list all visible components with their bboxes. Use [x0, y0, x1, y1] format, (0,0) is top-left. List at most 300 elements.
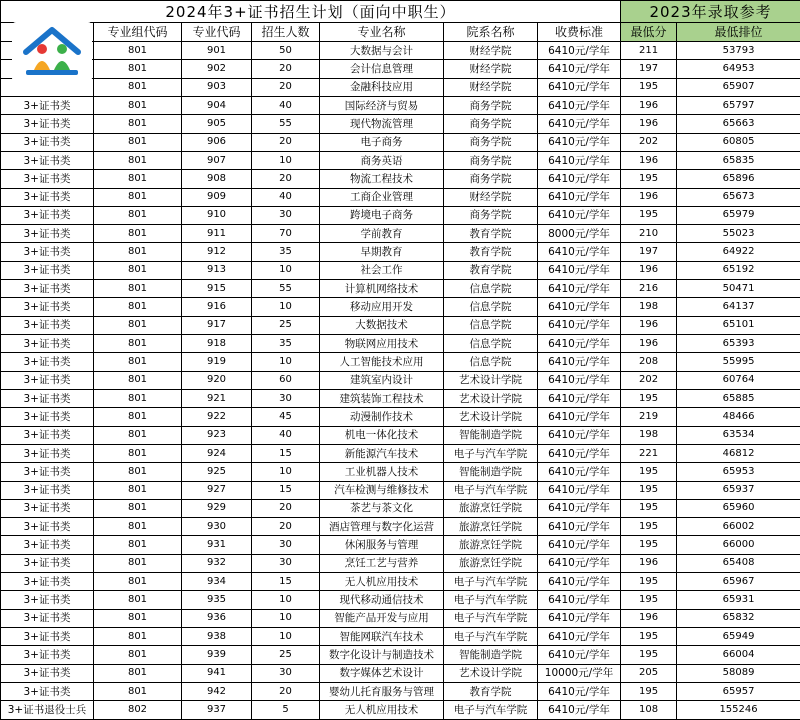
table-cell: 休闲服务与管理: [320, 536, 444, 554]
table-cell: 942: [182, 682, 252, 700]
table-row: [1, 609, 800, 627]
table-cell: 30: [252, 206, 320, 224]
table-cell: 65101: [677, 316, 800, 334]
table-cell: 10: [252, 353, 320, 371]
table-cell: 电子与汽车学院: [444, 591, 538, 609]
table-cell: 3+证书类: [1, 316, 94, 334]
table-cell: 801: [94, 170, 182, 188]
table-cell: 商务学院: [444, 206, 538, 224]
table-row: [1, 206, 800, 224]
table-cell: 927: [182, 481, 252, 499]
table-row: [1, 499, 800, 517]
table-cell: 6410元/学年: [538, 335, 621, 353]
table-cell: 6410元/学年: [538, 701, 621, 720]
table-cell: 动漫制作技术: [320, 408, 444, 426]
table-cell: 801: [94, 499, 182, 517]
column-header: 专业组代码: [94, 23, 182, 42]
table-cell: 50471: [677, 280, 800, 298]
table-cell: 电子商务: [320, 133, 444, 151]
table-cell: 66000: [677, 536, 800, 554]
table-cell: 6410元/学年: [538, 646, 621, 664]
table-cell: 6410元/学年: [538, 316, 621, 334]
table-cell: 913: [182, 261, 252, 279]
reference-title: 2023年录取参考: [621, 1, 800, 23]
table-cell: 6410元/学年: [538, 206, 621, 224]
table-cell: 茶艺与茶文化: [320, 499, 444, 517]
table-cell: 无人机应用技术: [320, 573, 444, 591]
table-cell: 195: [621, 170, 677, 188]
table-cell: 915: [182, 280, 252, 298]
table-cell: 66004: [677, 646, 800, 664]
table-cell: 30: [252, 664, 320, 682]
table-cell: 3+证书类: [1, 188, 94, 206]
table-cell: 801: [94, 609, 182, 627]
table-cell: 65835: [677, 151, 800, 169]
table-cell: 801: [94, 481, 182, 499]
table-cell: 63534: [677, 426, 800, 444]
table-cell: 935: [182, 591, 252, 609]
table-row: [1, 42, 800, 60]
table-cell: 58089: [677, 664, 800, 682]
table-row: [1, 463, 800, 481]
table-cell: 196: [621, 316, 677, 334]
column-header: 专业代码: [182, 23, 252, 42]
table-cell: 数字化设计与制造技术: [320, 646, 444, 664]
table-cell: 25: [252, 316, 320, 334]
table-cell: 55995: [677, 353, 800, 371]
table-cell: 65832: [677, 609, 800, 627]
table-cell: 3+证书类: [1, 170, 94, 188]
table-cell: 3+证书类: [1, 408, 94, 426]
table-cell: 40: [252, 96, 320, 114]
table-row: [1, 60, 800, 78]
table-cell: 219: [621, 408, 677, 426]
table-cell: 3+证书类: [1, 225, 94, 243]
table-cell: 信息学院: [444, 316, 538, 334]
table-cell: 801: [94, 463, 182, 481]
table-cell: 196: [621, 554, 677, 572]
table-cell: 教育学院: [444, 225, 538, 243]
table-cell: 3+证书类: [1, 206, 94, 224]
table-cell: 财经学院: [444, 60, 538, 78]
table-cell: 196: [621, 188, 677, 206]
table-cell: 198: [621, 298, 677, 316]
table-cell: 汽车检测与维修技术: [320, 481, 444, 499]
table-cell: 911: [182, 225, 252, 243]
table-cell: 3+证书类: [1, 554, 94, 572]
table-cell: 3+证书类: [1, 591, 94, 609]
table-cell: 801: [94, 573, 182, 591]
table-cell: 208: [621, 353, 677, 371]
table-cell: 6410元/学年: [538, 408, 621, 426]
table-cell: 6410元/学年: [538, 371, 621, 389]
table-cell: 801: [94, 316, 182, 334]
table-cell: 195: [621, 628, 677, 646]
table-cell: 60: [252, 371, 320, 389]
table-cell: 912: [182, 243, 252, 261]
table-cell: 801: [94, 353, 182, 371]
table-cell: 30: [252, 554, 320, 572]
table-cell: 6410元/学年: [538, 554, 621, 572]
table-cell: 艺术设计学院: [444, 408, 538, 426]
table-cell: 801: [94, 536, 182, 554]
table-cell: 3+证书退役士兵: [1, 701, 94, 720]
table-cell: 6410元/学年: [538, 591, 621, 609]
table-cell: 801: [94, 151, 182, 169]
table-cell: 商务学院: [444, 115, 538, 133]
table-cell: 商务学院: [444, 170, 538, 188]
table-cell: 信息学院: [444, 298, 538, 316]
table-cell: 财经学院: [444, 42, 538, 60]
table-cell: 建筑装饰工程技术: [320, 389, 444, 407]
table-cell: 801: [94, 646, 182, 664]
table-cell: 66002: [677, 518, 800, 536]
table-cell: 10: [252, 261, 320, 279]
table-cell: 65960: [677, 499, 800, 517]
table-cell: 6410元/学年: [538, 573, 621, 591]
table-cell: 905: [182, 115, 252, 133]
table-cell: 35: [252, 335, 320, 353]
table-cell: 社会工作: [320, 261, 444, 279]
table-cell: 机电一体化技术: [320, 426, 444, 444]
table-cell: 3+证书类: [1, 115, 94, 133]
table-cell: 新能源汽车技术: [320, 444, 444, 462]
table-cell: 6410元/学年: [538, 536, 621, 554]
table-cell: 25: [252, 646, 320, 664]
table-cell: 801: [94, 60, 182, 78]
table-row: [1, 335, 800, 353]
table-cell: 919: [182, 353, 252, 371]
table-cell: 教育学院: [444, 261, 538, 279]
table-cell: 3+证书类: [1, 499, 94, 517]
table-cell: 商务学院: [444, 133, 538, 151]
table-cell: 65673: [677, 188, 800, 206]
table-cell: 65979: [677, 206, 800, 224]
table-cell: 45: [252, 408, 320, 426]
table-cell: 20: [252, 133, 320, 151]
table-cell: 旅游烹饪学院: [444, 554, 538, 572]
table-cell: 65937: [677, 481, 800, 499]
table-cell: 195: [621, 646, 677, 664]
table-row: [1, 573, 800, 591]
table-cell: 财经学院: [444, 188, 538, 206]
school-house-people-logo: [12, 22, 92, 82]
table-cell: 221: [621, 444, 677, 462]
table-cell: 3+证书类: [1, 243, 94, 261]
table-cell: 6410元/学年: [538, 188, 621, 206]
table-cell: 802: [94, 701, 182, 720]
table-cell: 6410元/学年: [538, 151, 621, 169]
table-row: [1, 408, 800, 426]
table-cell: 801: [94, 591, 182, 609]
table-cell: 923: [182, 426, 252, 444]
table-cell: 936: [182, 609, 252, 627]
table-cell: 801: [94, 280, 182, 298]
table-cell: 3+证书类: [1, 463, 94, 481]
table-cell: 801: [94, 243, 182, 261]
table-row: [1, 96, 800, 114]
table-cell: 艺术设计学院: [444, 371, 538, 389]
table-cell: 901: [182, 42, 252, 60]
table-cell: 10: [252, 151, 320, 169]
table-cell: 801: [94, 206, 182, 224]
table-cell: 40: [252, 188, 320, 206]
table-cell: 929: [182, 499, 252, 517]
table-cell: 教育学院: [444, 243, 538, 261]
table-cell: 801: [94, 225, 182, 243]
table-row: [1, 371, 800, 389]
table-cell: 20: [252, 518, 320, 536]
table-cell: 3+证书类: [1, 628, 94, 646]
table-cell: 196: [621, 96, 677, 114]
table-cell: 电子与汽车学院: [444, 444, 538, 462]
table-cell: 916: [182, 298, 252, 316]
table-cell: 938: [182, 628, 252, 646]
table-cell: 商务英语: [320, 151, 444, 169]
table-cell: 信息学院: [444, 335, 538, 353]
table-cell: 6410元/学年: [538, 78, 621, 96]
table-cell: 198: [621, 426, 677, 444]
table-cell: 15: [252, 444, 320, 462]
table-row: [1, 591, 800, 609]
table-cell: 现代物流管理: [320, 115, 444, 133]
table-cell: 35: [252, 243, 320, 261]
table-cell: 6410元/学年: [538, 96, 621, 114]
table-cell: 801: [94, 96, 182, 114]
table-cell: 旅游烹饪学院: [444, 499, 538, 517]
column-header: 专业名称: [320, 23, 444, 42]
table-cell: 30: [252, 389, 320, 407]
table-cell: 65931: [677, 591, 800, 609]
table-row: [1, 536, 800, 554]
table-cell: 910: [182, 206, 252, 224]
table-cell: 205: [621, 664, 677, 682]
table-cell: 46812: [677, 444, 800, 462]
table-cell: 电子与汽车学院: [444, 628, 538, 646]
table-cell: 跨境电子商务: [320, 206, 444, 224]
table-cell: 801: [94, 444, 182, 462]
table-row: [1, 518, 800, 536]
table-cell: 电子与汽车学院: [444, 701, 538, 720]
table-row: [1, 664, 800, 682]
table-cell: 801: [94, 426, 182, 444]
table-cell: 6410元/学年: [538, 280, 621, 298]
table-cell: 现代移动通信技术: [320, 591, 444, 609]
table-cell: 3+证书类: [1, 536, 94, 554]
table-cell: 艺术设计学院: [444, 664, 538, 682]
table-cell: 195: [621, 481, 677, 499]
table-cell: 195: [621, 463, 677, 481]
table-cell: 195: [621, 206, 677, 224]
table-cell: 6410元/学年: [538, 133, 621, 151]
table-cell: 3+证书类: [1, 389, 94, 407]
table-cell: 6410元/学年: [538, 628, 621, 646]
table-cell: 8000元/学年: [538, 225, 621, 243]
table-cell: 10000元/学年: [538, 664, 621, 682]
table-cell: 6410元/学年: [538, 518, 621, 536]
table-cell: 学前教育: [320, 225, 444, 243]
table-cell: 65192: [677, 261, 800, 279]
table-cell: 20: [252, 170, 320, 188]
column-header: 招生人数: [252, 23, 320, 42]
table-cell: 3+证书类: [1, 298, 94, 316]
table-cell: 920: [182, 371, 252, 389]
table-cell: 6410元/学年: [538, 353, 621, 371]
table-cell: 918: [182, 335, 252, 353]
table-row: [1, 682, 800, 700]
table-cell: 801: [94, 682, 182, 700]
table-cell: 3+证书类: [1, 664, 94, 682]
table-cell: 10: [252, 609, 320, 627]
column-header: 收费标准: [538, 23, 621, 42]
table-cell: 903: [182, 78, 252, 96]
column-header: 最低分: [621, 23, 677, 42]
table-cell: 3+证书类: [1, 261, 94, 279]
table-cell: 智能制造学院: [444, 646, 538, 664]
table-cell: 210: [621, 225, 677, 243]
table-cell: 195: [621, 536, 677, 554]
table-row: [1, 298, 800, 316]
table-cell: 人工智能技术应用: [320, 353, 444, 371]
table-row: [1, 78, 800, 96]
table-cell: 65949: [677, 628, 800, 646]
table-cell: 195: [621, 591, 677, 609]
table-cell: 6410元/学年: [538, 170, 621, 188]
table-cell: 197: [621, 60, 677, 78]
table-cell: 数字媒体艺术设计: [320, 664, 444, 682]
table-cell: 15: [252, 573, 320, 591]
table-row: [1, 628, 800, 646]
table-cell: 智能制造学院: [444, 426, 538, 444]
table-cell: 3+证书类: [1, 280, 94, 298]
table-cell: 6410元/学年: [538, 463, 621, 481]
table-cell: 801: [94, 42, 182, 60]
table-cell: 40: [252, 426, 320, 444]
table-cell: 5: [252, 701, 320, 720]
table-cell: 60764: [677, 371, 800, 389]
table-cell: 旅游烹饪学院: [444, 536, 538, 554]
table-cell: 6410元/学年: [538, 682, 621, 700]
table-cell: 196: [621, 335, 677, 353]
table-cell: 196: [621, 115, 677, 133]
table-cell: 财经学院: [444, 78, 538, 96]
table-cell: 801: [94, 518, 182, 536]
table-cell: 早期教育: [320, 243, 444, 261]
table-cell: 30: [252, 536, 320, 554]
table-cell: 10: [252, 628, 320, 646]
table-row: [1, 646, 800, 664]
table-cell: 801: [94, 408, 182, 426]
table-cell: 55: [252, 280, 320, 298]
table-cell: 55023: [677, 225, 800, 243]
table-row: [1, 261, 800, 279]
table-cell: 电子与汽车学院: [444, 609, 538, 627]
table-cell: 65393: [677, 335, 800, 353]
table-cell: 智能产品开发与应用: [320, 609, 444, 627]
table-cell: 917: [182, 316, 252, 334]
table-row: [1, 170, 800, 188]
table-cell: 6410元/学年: [538, 42, 621, 60]
table-cell: 烹饪工艺与营养: [320, 554, 444, 572]
table-cell: 801: [94, 371, 182, 389]
table-row: [1, 225, 800, 243]
table-cell: 智能制造学院: [444, 463, 538, 481]
table-cell: 6410元/学年: [538, 115, 621, 133]
table-cell: 6410元/学年: [538, 499, 621, 517]
table-row: [1, 481, 800, 499]
table-cell: 108: [621, 701, 677, 720]
table-cell: 6410元/学年: [538, 609, 621, 627]
table-cell: 195: [621, 499, 677, 517]
table-row: [1, 353, 800, 371]
table-cell: 924: [182, 444, 252, 462]
table-cell: 53793: [677, 42, 800, 60]
table-cell: 65907: [677, 78, 800, 96]
table-cell: 3+证书类: [1, 444, 94, 462]
table-cell: 908: [182, 170, 252, 188]
table-cell: 20: [252, 499, 320, 517]
table-cell: 3+证书类: [1, 151, 94, 169]
school-logo-icon: [12, 22, 92, 82]
table-cell: 195: [621, 573, 677, 591]
table-cell: 801: [94, 335, 182, 353]
table-cell: 6410元/学年: [538, 298, 621, 316]
table-cell: 3+证书类: [1, 353, 94, 371]
table-cell: 艺术设计学院: [444, 389, 538, 407]
table-cell: 无人机应用技术: [320, 701, 444, 720]
table-cell: 15: [252, 481, 320, 499]
table-cell: 65885: [677, 389, 800, 407]
table-cell: 6410元/学年: [538, 426, 621, 444]
table-row: [1, 701, 800, 720]
table-cell: 20: [252, 60, 320, 78]
table-cell: 202: [621, 371, 677, 389]
table-row: [1, 554, 800, 572]
table-cell: 3+证书类: [1, 426, 94, 444]
table-cell: 801: [94, 664, 182, 682]
table-cell: 937: [182, 701, 252, 720]
table-cell: 939: [182, 646, 252, 664]
table-cell: 902: [182, 60, 252, 78]
table-cell: 197: [621, 243, 677, 261]
table-cell: 196: [621, 261, 677, 279]
table-cell: 6410元/学年: [538, 60, 621, 78]
table-cell: 10: [252, 298, 320, 316]
table-cell: 801: [94, 628, 182, 646]
table-cell: 64922: [677, 243, 800, 261]
table-row: [1, 243, 800, 261]
table-cell: 65408: [677, 554, 800, 572]
table-row: [1, 133, 800, 151]
table-cell: 65957: [677, 682, 800, 700]
table-cell: 801: [94, 298, 182, 316]
column-header: 最低排位: [677, 23, 800, 42]
table-cell: 智能网联汽车技术: [320, 628, 444, 646]
table-cell: 旅游烹饪学院: [444, 518, 538, 536]
table-cell: 建筑室内设计: [320, 371, 444, 389]
table-cell: 3+证书类: [1, 682, 94, 700]
table-cell: 移动应用开发: [320, 298, 444, 316]
table-cell: 930: [182, 518, 252, 536]
table-cell: 195: [621, 389, 677, 407]
table-cell: 商务学院: [444, 151, 538, 169]
table-cell: 教育学院: [444, 682, 538, 700]
table-cell: 3+证书类: [1, 573, 94, 591]
table-cell: 909: [182, 188, 252, 206]
table-cell: 65967: [677, 573, 800, 591]
column-header: 院系名称: [444, 23, 538, 42]
table-cell: 10: [252, 591, 320, 609]
